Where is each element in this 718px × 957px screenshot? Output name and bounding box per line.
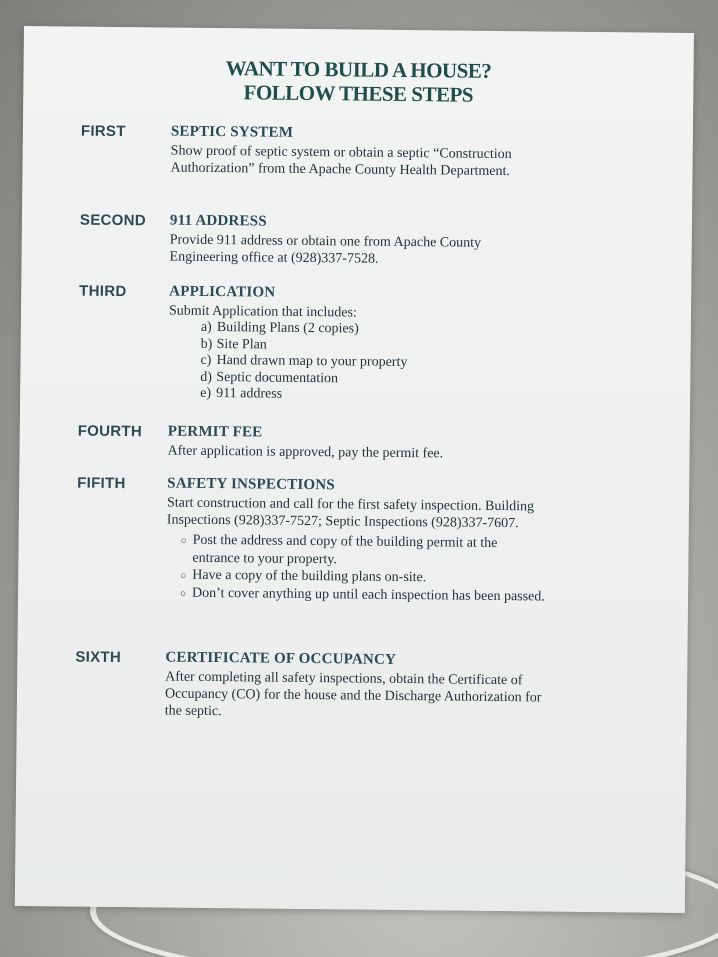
list-item: b) Site Plan	[200, 336, 267, 353]
bullet-icon: ○	[180, 570, 187, 582]
list-item: c) Hand drawn map to your property	[200, 352, 408, 371]
step-label: THIRD	[79, 282, 127, 301]
step-text: After application is approved, pay the permit fee.	[167, 443, 444, 462]
step-body	[167, 424, 547, 464]
step-sixth	[17, 648, 687, 720]
list-item: ○ Have a copy of the building plans on-site.	[180, 567, 427, 586]
step-fourth	[20, 422, 690, 462]
step-heading: APPLICATION	[169, 283, 276, 301]
list-item: ○ Don’t cover anything up until each inspection has been passed.	[180, 585, 545, 605]
step-text: Show proof of septic system or obtain a septic “Construction Authorization” from the Apache County Health Department.	[170, 143, 512, 180]
title-line-1: WANT TO BUILD A HOUSE?	[225, 56, 492, 83]
step-body	[169, 213, 550, 270]
list-item: d) Septic documentation	[200, 369, 339, 386]
step-label: SIXTH	[75, 648, 122, 667]
step-heading: SEPTIC SYSTEM	[170, 123, 294, 141]
step-label: FOURTH	[77, 422, 143, 441]
list-item: ○ Post the address and copy of the building permit at the entrance to your property.	[180, 532, 498, 568]
step-heading: CERTIFICATE OF OCCUPANCY	[165, 649, 397, 668]
document-title	[23, 54, 693, 109]
paper-sheet	[15, 26, 694, 913]
step-body	[168, 284, 549, 406]
step-third	[21, 282, 691, 402]
step-first	[23, 122, 693, 180]
title-line-2: FOLLOW THESE STEPS	[243, 80, 474, 107]
step-heading: PERMIT FEE	[167, 423, 263, 441]
bullet-icon: ○	[180, 535, 187, 547]
bullet-icon: ○	[180, 588, 187, 600]
step-text: After completing all safety inspections, obtain the Certificate of Occupancy (CO) for the house and the Discharge Authorization for the septic.	[164, 669, 542, 720]
step-second	[22, 211, 692, 267]
step-heading: 911 ADDRESS	[169, 212, 267, 230]
step-label: FIFITH	[77, 474, 126, 493]
step-fifth	[19, 474, 689, 605]
list-item: e) 911 address	[200, 385, 283, 402]
step-body	[165, 650, 546, 724]
step-label: SECOND	[79, 211, 147, 230]
step-body	[166, 476, 547, 607]
step-text: Submit Application that includes:	[168, 303, 357, 321]
step-label: FIRST	[80, 122, 126, 141]
step-text: Start construction and call for the first safety inspection. Building Inspections (928)337-7527; Septic Inspections (928)337-7607.	[166, 495, 535, 532]
step-heading: SAFETY INSPECTIONS	[167, 475, 335, 494]
inspection-notes	[166, 532, 547, 607]
list-item: a) Building Plans (2 copies)	[200, 319, 359, 337]
step-text: Provide 911 address or obtain one from Apache County Engineering office at (928)337-7528.	[169, 232, 482, 267]
application-items	[168, 320, 549, 406]
step-body	[170, 124, 551, 181]
